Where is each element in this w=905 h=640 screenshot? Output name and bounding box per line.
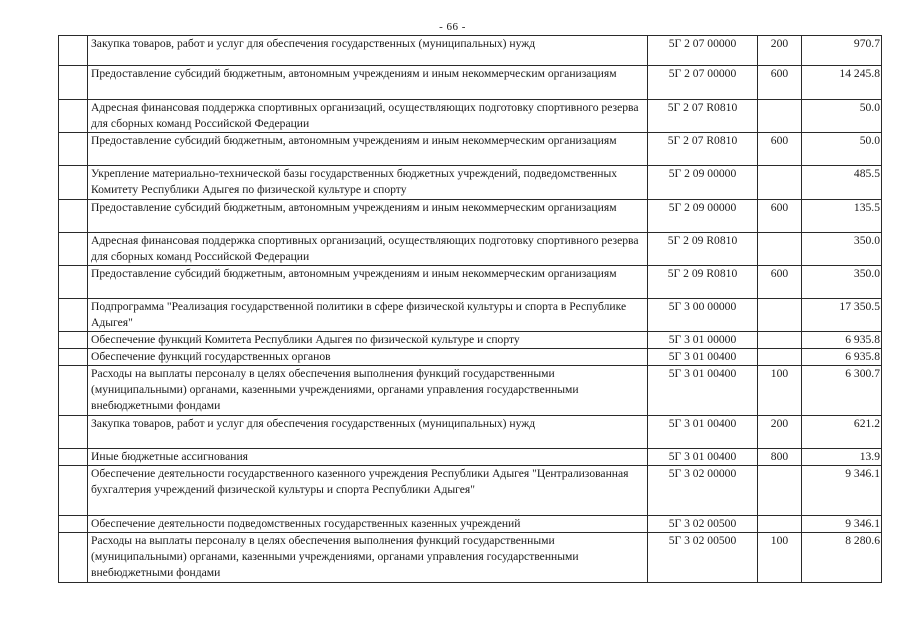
row-code-cell: 5Г 2 07 00000: [648, 66, 758, 100]
row-blank-cell: [59, 266, 88, 299]
row-kind-cell: [758, 166, 802, 200]
table-row: [59, 133, 882, 166]
row-kind-cell: 600: [758, 133, 802, 166]
row-kind-cell: 600: [758, 66, 802, 100]
row-kind-cell: [758, 516, 802, 533]
row-blank-cell: [59, 200, 88, 233]
row-kind-cell: [758, 299, 802, 332]
row-code-cell: 5Г 3 01 00400: [648, 449, 758, 466]
table-row: [59, 466, 882, 516]
row-name-cell: Расходы на выплаты персоналу в целях обеспечения выполнения функций государственными (муниципальными) органами, казенными учреждениями, органами управления государственными внебюджетными фондами: [88, 533, 648, 583]
row-blank-cell: [59, 133, 88, 166]
table-row: [59, 233, 882, 266]
table-row: [59, 416, 882, 449]
row-name-cell: Предоставление субсидий бюджетным, автономным учреждениям и иным некоммерческим организациям: [88, 266, 648, 299]
row-code-cell: 5Г 2 09 R0810: [648, 233, 758, 266]
row-code-cell: 5Г 3 02 00500: [648, 516, 758, 533]
table-row: [59, 100, 882, 133]
row-blank-cell: [59, 349, 88, 366]
table-row: [59, 36, 882, 66]
row-name-cell: Обеспечение функций государственных органов: [88, 349, 648, 366]
row-name-cell: Иные бюджетные ассигнования: [88, 449, 648, 466]
row-kind-cell: 100: [758, 366, 802, 416]
row-sum-cell: 970.7: [802, 36, 882, 66]
table-row: [59, 449, 882, 466]
row-kind-cell: [758, 349, 802, 366]
row-kind-cell: [758, 332, 802, 349]
row-kind-cell: 200: [758, 416, 802, 449]
row-blank-cell: [59, 36, 88, 66]
row-name-cell: Подпрограмма "Реализация государственной политики в сфере физической культуры и спорта в Республике Адыгея": [88, 299, 648, 332]
row-sum-cell: 350.0: [802, 233, 882, 266]
row-kind-cell: [758, 100, 802, 133]
row-sum-cell: 9 346.1: [802, 466, 882, 516]
row-name-cell: Адресная финансовая поддержка спортивных организаций, осуществляющих подготовку спортивного резерва для сборных команд Российской Федерации: [88, 233, 648, 266]
row-code-cell: 5Г 3 01 00400: [648, 366, 758, 416]
row-code-cell: 5Г 3 02 00000: [648, 466, 758, 516]
row-sum-cell: 50.0: [802, 133, 882, 166]
row-code-cell: 5Г 2 09 00000: [648, 200, 758, 233]
table-body: [59, 36, 882, 583]
row-blank-cell: [59, 100, 88, 133]
row-sum-cell: 621.2: [802, 416, 882, 449]
row-sum-cell: 6 300.7: [802, 366, 882, 416]
table-row: [59, 516, 882, 533]
row-name-cell: Предоставление субсидий бюджетным, автономным учреждениям и иным некоммерческим организациям: [88, 66, 648, 100]
table-row: [59, 200, 882, 233]
row-sum-cell: 8 280.6: [802, 533, 882, 583]
table-row: [59, 266, 882, 299]
row-name-cell: Обеспечение деятельности подведомственных государственных казенных учреждений: [88, 516, 648, 533]
row-code-cell: 5Г 3 01 00400: [648, 416, 758, 449]
row-blank-cell: [59, 332, 88, 349]
table-row: [59, 166, 882, 200]
row-kind-cell: [758, 233, 802, 266]
row-code-cell: 5Г 3 00 00000: [648, 299, 758, 332]
table-row: [59, 349, 882, 366]
row-code-cell: 5Г 2 07 00000: [648, 36, 758, 66]
row-blank-cell: [59, 466, 88, 516]
row-code-cell: 5Г 3 01 00400: [648, 349, 758, 366]
row-blank-cell: [59, 299, 88, 332]
row-name-cell: Укрепление материально-технической базы государственных бюджетных учреждений, подведомственных Комитету Республики Адыгея по физической культуре и спорту: [88, 166, 648, 200]
row-sum-cell: 350.0: [802, 266, 882, 299]
row-name-cell: Обеспечение функций Комитета Республики Адыгея по физической культуре и спорту: [88, 332, 648, 349]
table-row: [59, 299, 882, 332]
budget-table: [58, 35, 882, 583]
row-code-cell: 5Г 2 07 R0810: [648, 100, 758, 133]
row-name-cell: Адресная финансовая поддержка спортивных организаций, осуществляющих подготовку спортивного резерва для сборных команд Российской Федерации: [88, 100, 648, 133]
row-blank-cell: [59, 233, 88, 266]
row-sum-cell: 6 935.8: [802, 332, 882, 349]
row-kind-cell: 100: [758, 533, 802, 583]
row-name-cell: Расходы на выплаты персоналу в целях обеспечения выполнения функций государственными (муниципальными) органами, казенными учреждениями, органами управления государственными внебюджетными фондами: [88, 366, 648, 416]
row-code-cell: 5Г 3 02 00500: [648, 533, 758, 583]
row-name-cell: Предоставление субсидий бюджетным, автономным учреждениям и иным некоммерческим организациям: [88, 133, 648, 166]
row-blank-cell: [59, 516, 88, 533]
row-code-cell: 5Г 2 09 R0810: [648, 266, 758, 299]
row-sum-cell: 135.5: [802, 200, 882, 233]
row-blank-cell: [59, 449, 88, 466]
row-blank-cell: [59, 366, 88, 416]
table-row: [59, 366, 882, 416]
row-sum-cell: 485.5: [802, 166, 882, 200]
row-code-cell: 5Г 3 01 00000: [648, 332, 758, 349]
row-name-cell: Закупка товаров, работ и услуг для обеспечения государственных (муниципальных) нужд: [88, 416, 648, 449]
page-number: - 66 -: [439, 21, 466, 33]
row-kind-cell: 800: [758, 449, 802, 466]
row-name-cell: Обеспечение деятельности государственного казенного учреждения Республики Адыгея "Централизованная бухгалтерия учреждений физической культуры и спорта Республики Адыгея": [88, 466, 648, 516]
row-kind-cell: 600: [758, 200, 802, 233]
row-sum-cell: 50.0: [802, 100, 882, 133]
table-row: [59, 332, 882, 349]
row-kind-cell: 200: [758, 36, 802, 66]
row-name-cell: Предоставление субсидий бюджетным, автономным учреждениям и иным некоммерческим организациям: [88, 200, 648, 233]
row-kind-cell: 600: [758, 266, 802, 299]
table-row: [59, 533, 882, 583]
row-name-cell: Закупка товаров, работ и услуг для обеспечения государственных (муниципальных) нужд: [88, 36, 648, 66]
table-row: [59, 66, 882, 100]
row-kind-cell: [758, 466, 802, 516]
row-code-cell: 5Г 2 07 R0810: [648, 133, 758, 166]
row-sum-cell: 6 935.8: [802, 349, 882, 366]
row-blank-cell: [59, 416, 88, 449]
row-blank-cell: [59, 533, 88, 583]
row-sum-cell: 14 245.8: [802, 66, 882, 100]
row-sum-cell: 17 350.5: [802, 299, 882, 332]
row-blank-cell: [59, 166, 88, 200]
row-code-cell: 5Г 2 09 00000: [648, 166, 758, 200]
row-sum-cell: 9 346.1: [802, 516, 882, 533]
row-blank-cell: [59, 66, 88, 100]
row-sum-cell: 13.9: [802, 449, 882, 466]
